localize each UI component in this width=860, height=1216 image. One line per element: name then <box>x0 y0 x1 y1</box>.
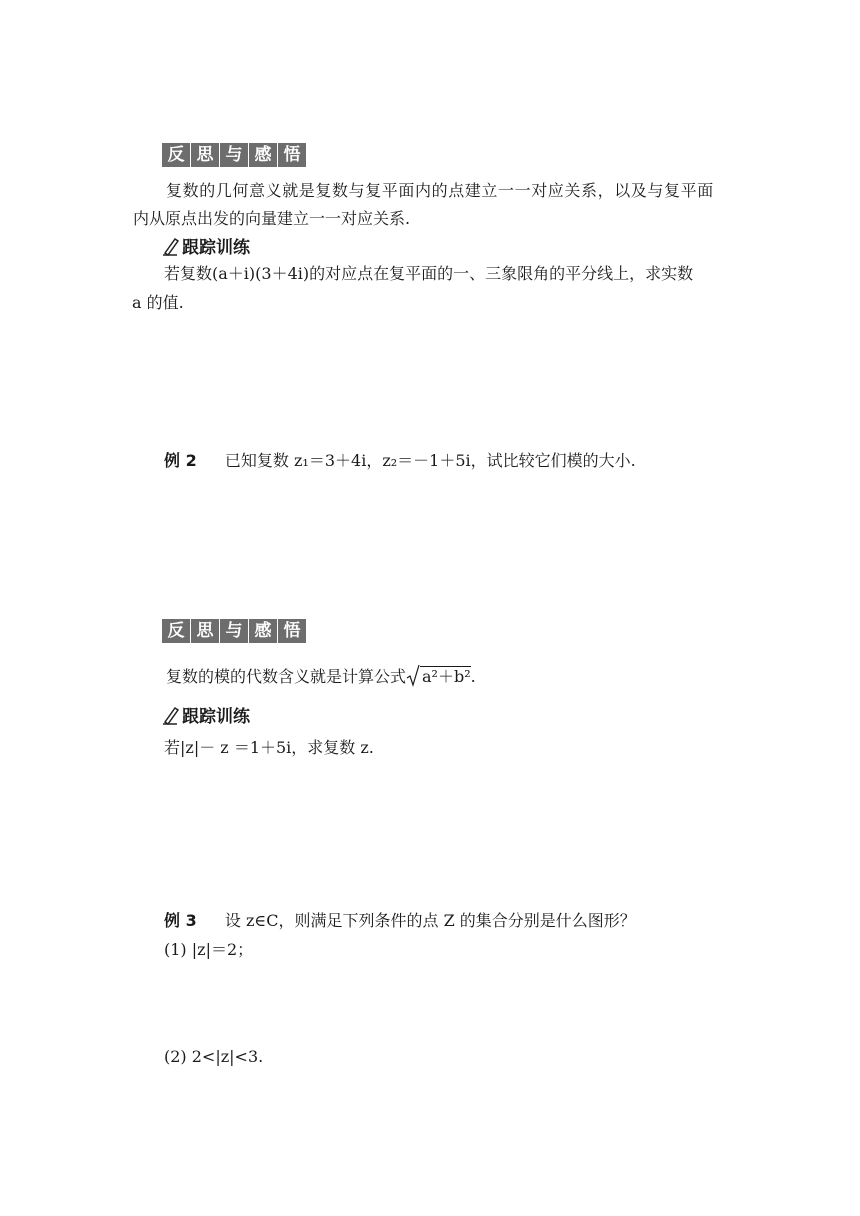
exercise-2: 若|z|－ z ＝1＋5i，求复数 z. <box>164 738 374 757</box>
heading-char: 感 <box>249 143 277 167</box>
heading-char: 悟 <box>278 619 306 643</box>
example-text: 设 z∈C，则满足下列条件的点 Z 的集合分别是什么图形？ <box>224 911 636 930</box>
heading-char: 感 <box>249 619 277 643</box>
sqrt-sign-icon <box>406 664 420 688</box>
reflection-heading-2 <box>162 619 306 643</box>
heading-char: 思 <box>191 143 219 167</box>
example-text: 已知复数 z₁＝3＋4i，z₂＝－1＋5i，试比较它们模的大小. <box>224 451 636 470</box>
heading-char: 与 <box>220 143 248 167</box>
heading-char: 反 <box>162 143 190 167</box>
example-3-item-2: (2) 2<|z|<3. <box>164 1047 264 1066</box>
reflection-text-1b: 内从原点出发的向量建立一一对应关系. <box>133 209 411 228</box>
pencil-note-icon <box>162 236 180 256</box>
reflection-text-1a: 复数的几何意义就是复数与复平面内的点建立一一对应关系，以及与复平面 <box>166 181 714 200</box>
sqrt-formula <box>406 667 471 687</box>
example-label: 例 2 <box>164 451 197 470</box>
pencil-note-icon <box>162 705 180 725</box>
reflection-heading-1 <box>162 143 306 167</box>
follow-heading-label: 跟踪训练 <box>182 238 250 258</box>
example-3-item-1: (1) |z|＝2； <box>164 940 254 959</box>
heading-char: 与 <box>220 619 248 643</box>
follow-heading-2 <box>162 702 250 727</box>
example-label: 例 3 <box>164 911 197 930</box>
exercise-1-line1: 若复数(a＋i)(3＋4i)的对应点在复平面的一、三象限角的平分线上，求实数 <box>164 264 694 283</box>
reflection-text-2-label: 复数的模的代数含义就是计算公式 <box>166 667 407 686</box>
heading-char: 反 <box>162 619 190 643</box>
sqrt-radicand: a²＋b² <box>422 667 471 686</box>
heading-char: 悟 <box>278 143 306 167</box>
example-2 <box>164 451 636 471</box>
exercise-1-line2: a 的值. <box>132 293 184 312</box>
follow-heading-label: 跟踪训练 <box>182 707 250 727</box>
reflection-text-2: 复数的模的代数含义就是计算公式 a²＋b². <box>166 667 476 687</box>
follow-heading-1 <box>162 233 250 258</box>
example-3 <box>164 911 636 931</box>
heading-char: 思 <box>191 619 219 643</box>
